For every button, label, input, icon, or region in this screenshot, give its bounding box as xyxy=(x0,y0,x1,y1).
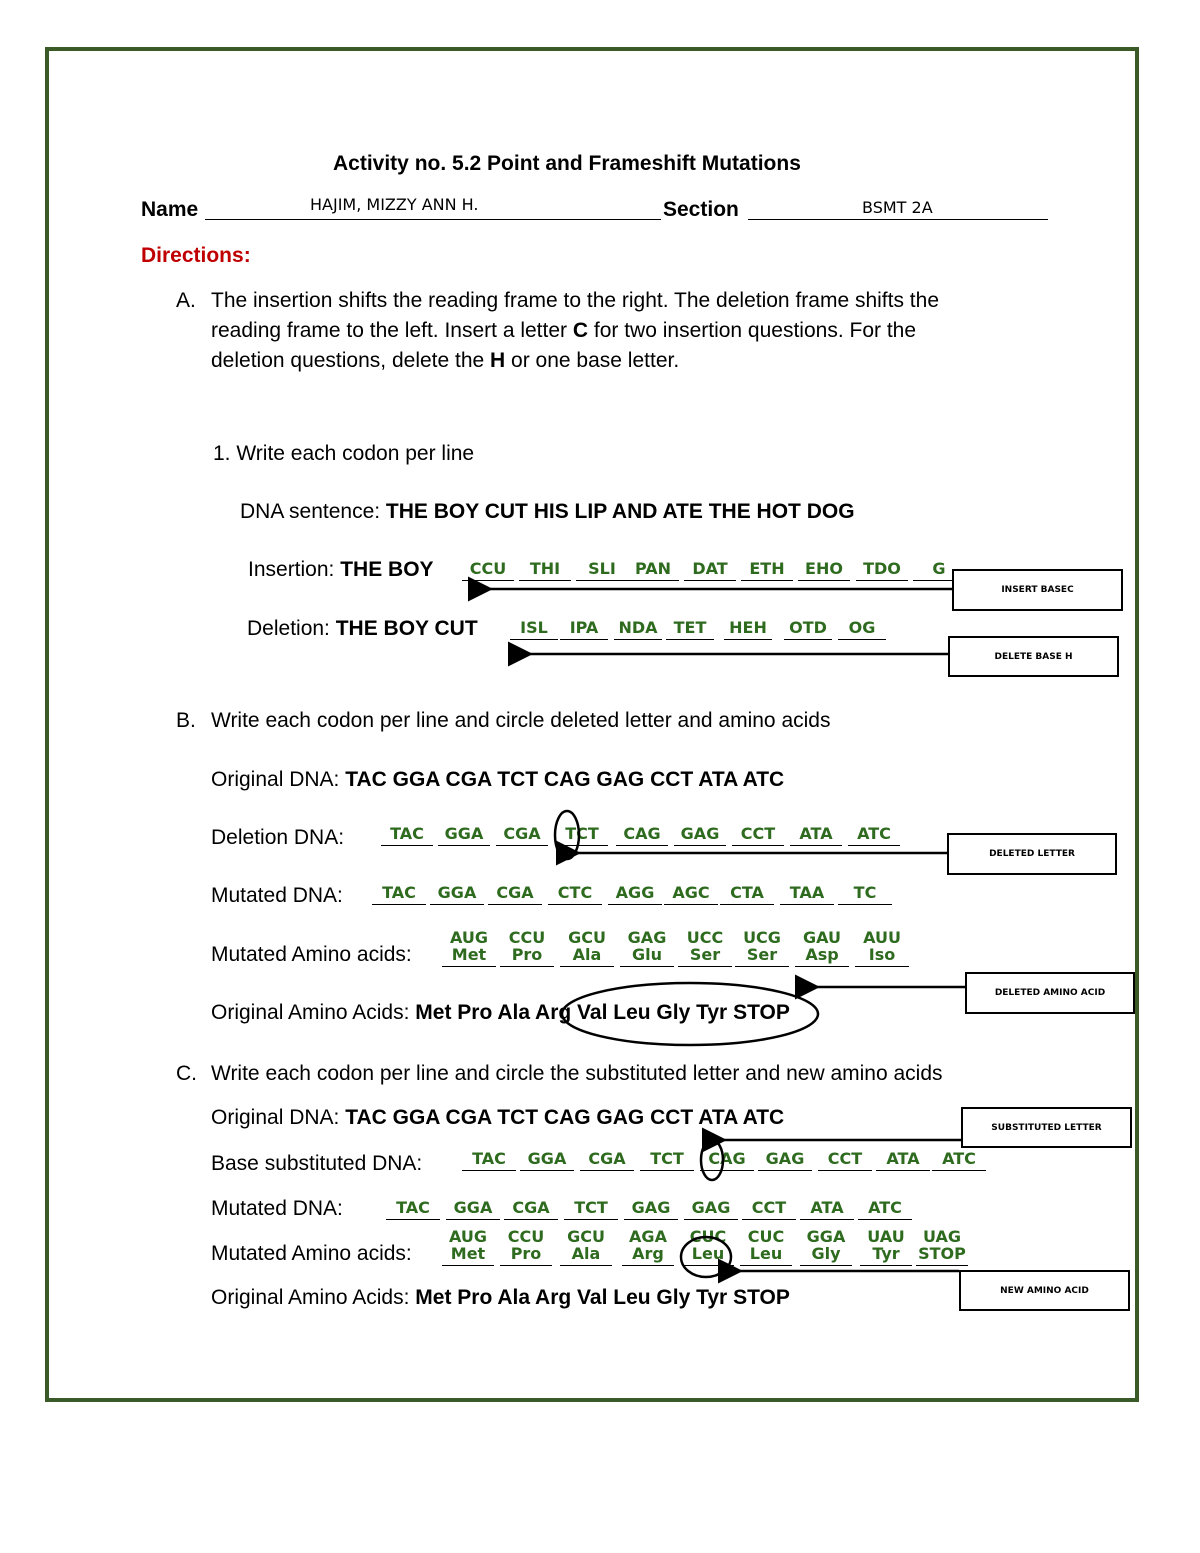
b-deletion-codon: CGA xyxy=(496,825,548,846)
c-mutated-codon: CCT xyxy=(742,1199,796,1220)
c-mutated-codon: ATC xyxy=(858,1199,912,1220)
page-title: Activity no. 5.2 Point and Frameshift Mutations xyxy=(333,152,801,175)
b-mutated-aa-codon: GAG xyxy=(627,928,667,947)
b-mutated-codon: TAA xyxy=(780,884,834,905)
b-deletion-dna-label: Deletion DNA: xyxy=(211,826,345,849)
b-mutated-codon: CGA xyxy=(488,884,542,905)
insertion-codon: EHO xyxy=(798,560,850,581)
deleted-letter-box: DELETED LETTER xyxy=(947,833,1117,875)
deletion-codon: OG xyxy=(838,619,886,640)
c-substituted-codon: GGA xyxy=(520,1150,574,1171)
deletion-label: Deletion: THE BOY CUT xyxy=(247,617,478,640)
c-mutated-aa-codon: AUG xyxy=(448,1227,487,1246)
c-mutated-aa-codon: UAU xyxy=(867,1227,905,1246)
c-mutated-aa-residue: Pro xyxy=(500,1245,552,1266)
c-mutated-codon: GGA xyxy=(446,1199,500,1220)
c-mutated-aa-codon: CUC xyxy=(747,1227,785,1246)
c-substituted-codon: TCT xyxy=(640,1150,694,1171)
c-mutated-aa-residue: Gly xyxy=(800,1245,852,1266)
b-mutated-aa-residue: Ala xyxy=(560,946,614,967)
b-mutated-aa-codon: GAU xyxy=(802,928,841,947)
c-mutated-codon: TCT xyxy=(564,1199,618,1220)
b-mutated-codon: CTA xyxy=(720,884,774,905)
b-mutated-aa-residue: Asp xyxy=(795,946,849,967)
insertion-codon: G xyxy=(913,560,965,581)
b-mutated-codon: AGG xyxy=(608,884,662,905)
c-mutated-codon: ATA xyxy=(800,1199,854,1220)
c-mutated-aa-residue: STOP xyxy=(916,1245,968,1266)
new-aa-circle xyxy=(681,1237,731,1277)
b-mutated-aa-residue: Glu xyxy=(620,946,674,967)
c-mutated-aa-codon: UAG xyxy=(922,1227,961,1246)
b-mutated-aa-residue: Met xyxy=(442,946,496,967)
b-mutated-codon: AGC xyxy=(664,884,718,905)
b-mutated-codon: GGA xyxy=(430,884,484,905)
deleted-letter-circle xyxy=(555,811,579,859)
dna-sentence: DNA sentence: THE BOY CUT HIS LIP AND ATE THE HOT DOG xyxy=(240,500,855,523)
deleted-amino-acid-box: DELETED AMINO ACID xyxy=(965,972,1135,1014)
insertion-codon: DAT xyxy=(684,560,736,581)
c-substituted-codon: CGA xyxy=(580,1150,634,1171)
c-mutated-aa-codon: CCU xyxy=(507,1227,545,1246)
c-mutated-aa-residue: Met xyxy=(442,1245,494,1266)
b-mutated-codon: TAC xyxy=(372,884,426,905)
deletion-codon: NDA xyxy=(614,619,662,640)
b-mutated-aa-codon: GCU xyxy=(568,928,606,947)
b-mutated-aa-codon: UCC xyxy=(686,928,724,947)
b-mutated-codon: TC xyxy=(838,884,892,905)
b-deletion-codon: CCT xyxy=(732,825,784,846)
question-1: 1. Write each codon per line xyxy=(213,442,475,465)
c-mutated-codon: CGA xyxy=(504,1199,558,1220)
deletion-codon: ISL xyxy=(510,619,558,640)
insertion-codon: CCU xyxy=(462,560,514,581)
part-c-instruction: Write each codon per line and circle the substituted letter and new amino acids xyxy=(211,1062,943,1085)
b-mutated-aa-label: Mutated Amino acids: xyxy=(211,943,412,966)
c-mutated-aa-codon: CUC xyxy=(689,1227,727,1246)
b-deletion-codon: ATC xyxy=(848,825,900,846)
c-mutated-codon: GAG xyxy=(624,1199,678,1220)
b-deletion-codon: GGA xyxy=(438,825,490,846)
c-substituted-codon: TAC xyxy=(462,1150,516,1171)
insertion-codon: THI xyxy=(519,560,571,581)
insertion-codon: PAN xyxy=(627,560,679,581)
c-mutated-aa-residue: Tyr xyxy=(860,1245,912,1266)
insert-base-box: INSERT BASEC xyxy=(952,569,1123,611)
c-mutated-dna-label: Mutated DNA: xyxy=(211,1197,343,1220)
name-label: Name xyxy=(141,198,199,221)
name-value: HAJIM, MIZZY ANN H. xyxy=(310,195,479,214)
substituted-letter-circle xyxy=(701,1140,723,1180)
c-original-aa: Original Amino Acids: Met Pro Ala Arg Val Leu Gly Tyr STOP xyxy=(211,1286,790,1309)
deleted-aa-circle xyxy=(562,983,818,1045)
deletion-codon: TET xyxy=(666,619,714,640)
b-mutated-aa-residue: Ser xyxy=(735,946,789,967)
part-c-marker: C. xyxy=(176,1062,197,1085)
c-base-sub-label: Base substituted DNA: xyxy=(211,1152,423,1175)
c-substituted-codon: CCT xyxy=(818,1150,872,1171)
section-label: Section xyxy=(663,198,739,221)
part-b-marker: B. xyxy=(176,709,196,732)
b-deletion-codon: TAC xyxy=(381,825,433,846)
insertion-codon: ETH xyxy=(741,560,793,581)
c-mutated-aa-codon: GCU xyxy=(567,1227,605,1246)
part-a-marker: A. xyxy=(176,289,196,312)
b-original-aa: Original Amino Acids: Met Pro Ala Arg Val Leu Gly Tyr STOP xyxy=(211,1001,790,1024)
c-mutated-aa-label: Mutated Amino acids: xyxy=(211,1242,412,1265)
b-deletion-codon: ATA xyxy=(790,825,842,846)
part-a-line1: The insertion shifts the reading frame to the right. The deletion frame shifts the xyxy=(211,289,939,312)
b-mutated-aa-codon: AUG xyxy=(449,928,488,947)
new-amino-acid-box: NEW AMINO ACID xyxy=(959,1270,1130,1311)
deletion-codon: HEH xyxy=(724,619,772,640)
c-mutated-aa-codon: AGA xyxy=(629,1227,667,1246)
b-mutated-aa-residue: Ser xyxy=(678,946,732,967)
b-original-dna: Original DNA: TAC GGA CGA TCT CAG GAG CCT ATA ATC xyxy=(211,768,785,791)
c-mutated-codon: TAC xyxy=(386,1199,440,1220)
b-mutated-aa-codon: AUU xyxy=(863,928,901,947)
c-mutated-aa-residue: Leu xyxy=(682,1245,734,1266)
insertion-label: Insertion: THE BOY xyxy=(248,558,434,581)
c-mutated-aa-residue: Ala xyxy=(560,1245,612,1266)
b-mutated-aa-codon: CCU xyxy=(508,928,546,947)
delete-base-box: DELETE BASE H xyxy=(948,636,1119,677)
part-a-line3: deletion questions, delete the H or one base letter. xyxy=(211,349,680,372)
b-deletion-codon: TCT xyxy=(556,825,608,846)
b-mutated-aa-residue: Iso xyxy=(855,946,909,967)
b-mutated-dna-label: Mutated DNA: xyxy=(211,884,343,907)
b-mutated-aa-codon: UCG xyxy=(743,928,781,947)
c-substituted-codon: GAG xyxy=(758,1150,812,1171)
b-mutated-aa-residue: Pro xyxy=(500,946,554,967)
section-value: BSMT 2A xyxy=(862,198,933,217)
part-b-instruction: Write each codon per line and circle deleted letter and amino acids xyxy=(211,709,831,732)
b-mutated-codon: CTC xyxy=(548,884,602,905)
deletion-codon: IPA xyxy=(560,619,608,640)
deletion-codon: OTD xyxy=(784,619,832,640)
c-original-dna: Original DNA: TAC GGA CGA TCT CAG GAG CCT ATA ATC xyxy=(211,1106,785,1129)
c-substituted-codon: ATC xyxy=(932,1150,986,1171)
c-substituted-codon: ATA xyxy=(876,1150,930,1171)
c-mutated-codon: GAG xyxy=(684,1199,738,1220)
insertion-codon: SLI xyxy=(576,560,628,581)
b-deletion-codon: CAG xyxy=(616,825,668,846)
c-mutated-aa-codon: GGA xyxy=(806,1227,846,1246)
c-mutated-aa-residue: Arg xyxy=(622,1245,674,1266)
b-deletion-codon: GAG xyxy=(674,825,726,846)
part-a-line2: reading frame to the left. Insert a letter C for two insertion questions. For the xyxy=(211,319,917,342)
substituted-letter-box: SUBSTITUTED LETTER xyxy=(961,1107,1132,1148)
c-substituted-codon: CAG xyxy=(700,1150,754,1171)
c-mutated-aa-residue: Leu xyxy=(740,1245,792,1266)
directions-heading: Directions: xyxy=(141,244,251,267)
insertion-codon: TDO xyxy=(856,560,908,581)
